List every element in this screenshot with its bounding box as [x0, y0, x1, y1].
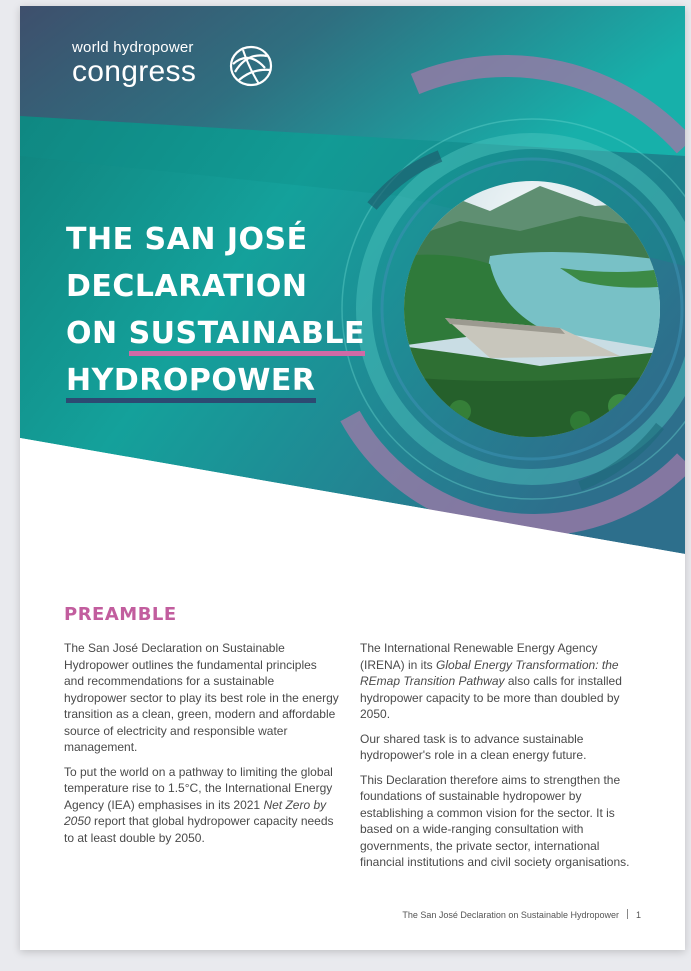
text-run: To put the world on a pathway to limiting the global temperature rise to 1.5°C, the International Energy Agency (IEA) emphasises in its 2021 — [64, 764, 333, 812]
globe-swirl-icon — [227, 42, 275, 90]
report-title-italic: Global Energy Transformation: the REmap Transition Pathway — [360, 657, 619, 688]
title-line-2: DECLARATION — [66, 269, 308, 305]
page-footer — [402, 909, 641, 920]
preamble-paragraph — [64, 764, 340, 847]
brand-line1: world hydropower — [72, 39, 194, 56]
text-run: The International Renewable Energy Agency (IRENA) in its — [360, 641, 598, 672]
document-page — [20, 6, 685, 950]
title-line-1: THE SAN JOSÉ — [66, 222, 308, 258]
preamble-heading: PREAMBLE — [64, 604, 177, 625]
title-line-4 — [66, 357, 396, 404]
report-title-italic: Net Zero by 2050 — [64, 797, 327, 828]
preamble-left-column — [64, 640, 340, 854]
preamble-paragraph: Our shared task is to advance sustainable hydropower's role in a clean energy future. — [360, 731, 587, 762]
footer-divider — [627, 909, 628, 919]
preamble-paragraph: This Declaration therefore aims to strengthen the foundations of sustainable hydropower by establishing a common vision for the sector. It is based on a wide-ranging consultation with governments, the private sector, international financial institutions and civil society organisations. — [360, 772, 630, 869]
title-highlight-sustainable: SUSTAINABLE — [129, 316, 365, 356]
text-run: report that global hydropower capacity needs to at least double by 2050. — [64, 814, 334, 845]
brand-logo — [72, 40, 196, 87]
declaration-title — [66, 216, 396, 404]
preamble-right-column — [360, 640, 636, 879]
preamble-paragraph: The San José Declaration on Sustainable Hydropower outlines the fundamental principles and recommendations for a sustainable hydropower sector to play its best role in the energy transition as a clean, green, modern and affordable source of electricity and responsible water management. — [64, 641, 339, 754]
title-line-3-prefix: ON — [66, 316, 129, 352]
preamble-paragraph — [360, 640, 636, 723]
title-highlight-hydropower: HYDROPOWER — [66, 363, 316, 403]
page-number: 1 — [635, 910, 641, 920]
brand-line2: congress — [72, 55, 197, 88]
text-run: also calls for installed hydropower capacity to be more than doubled by 2050. — [360, 674, 622, 721]
footer-doc-title: The San José Declaration on Sustainable Hydropower — [402, 910, 619, 920]
title-line-3 — [66, 310, 396, 357]
